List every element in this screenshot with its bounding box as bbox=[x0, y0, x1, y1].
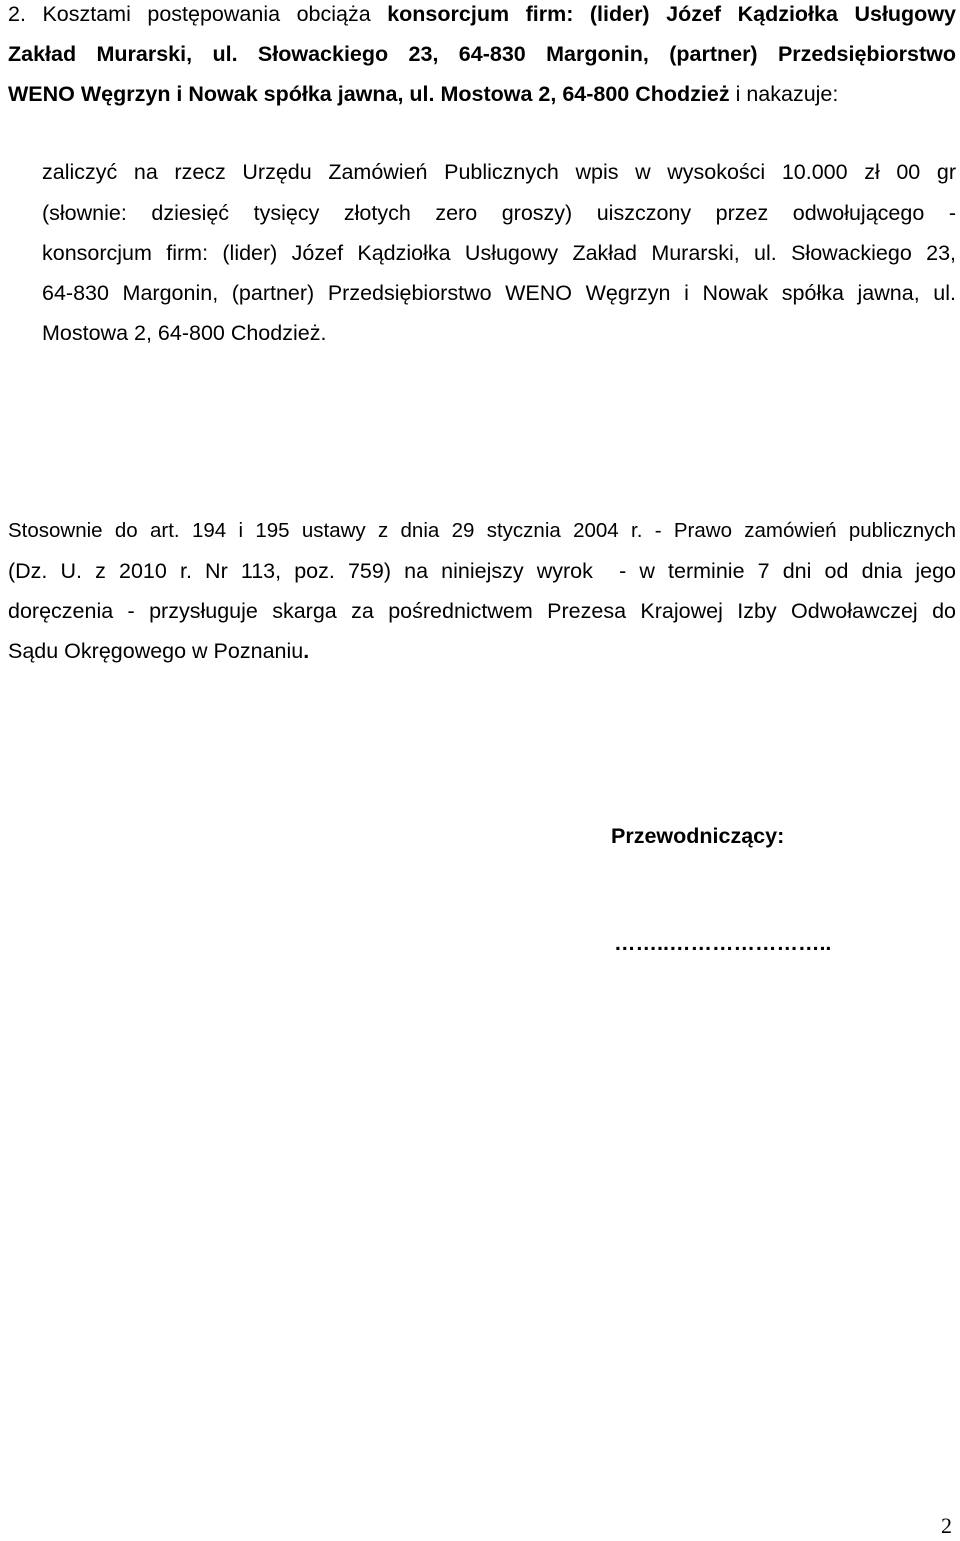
signature-title: Przewodniczący: bbox=[611, 824, 785, 848]
page-number: 2 bbox=[941, 1513, 952, 1538]
signature-dots: ……..………………….. bbox=[614, 931, 832, 955]
order-line-1: zaliczyć na rzecz Urzędu Zamówień Publicznych wpis w wysokości 10.000 zł 00 gr bbox=[42, 160, 956, 184]
appeal-line-1: Stosownie do art. 194 i 195 ustawy z dnia 29 stycznia 2004 r. - Prawo zamówień publicznych bbox=[8, 519, 956, 542]
appeal-line-3: doręczenia - przysługuje skarga za pośrednictwem Prezesa Krajowej Izby Odwoławczej do bbox=[8, 599, 956, 623]
order-line-2: (słownie: dziesięć tysięcy złotych zero groszy) uiszczony przez odwołującego - bbox=[42, 201, 956, 225]
order-line-4: 64-830 Margonin, (partner) Przedsiębiorstwo WENO Węgrzyn i Nowak spółka jawna, ul. bbox=[42, 281, 956, 305]
order-line-3: konsorcjum firm: (lider) Józef Kądziołka Usługowy Zakład Murarski, ul. Słowackiego 23, bbox=[42, 241, 956, 265]
appeal-line-4: Sądu Okręgowego w Poznaniu. bbox=[8, 639, 310, 663]
item2-line-3: WENO Węgrzyn i Nowak spółka jawna, ul. Mostowa 2, 64-800 Chodzież i nakazuje: bbox=[8, 82, 839, 106]
appeal-line-2: (Dz. U. z 2010 r. Nr 113, poz. 759) na niniejszy wyrok - w terminie 7 dni od dnia jego bbox=[8, 559, 956, 583]
item2-line-2: Zakład Murarski, ul. Słowackiego 23, 64-830 Margonin, (partner) Przedsiębiorstwo bbox=[8, 42, 956, 66]
item2-line-1: 2. Kosztami postępowania obciąża konsorcjum firm: (lider) Józef Kądziołka Usługowy bbox=[8, 2, 956, 26]
order-line-5: Mostowa 2, 64-800 Chodzież. bbox=[42, 321, 327, 345]
